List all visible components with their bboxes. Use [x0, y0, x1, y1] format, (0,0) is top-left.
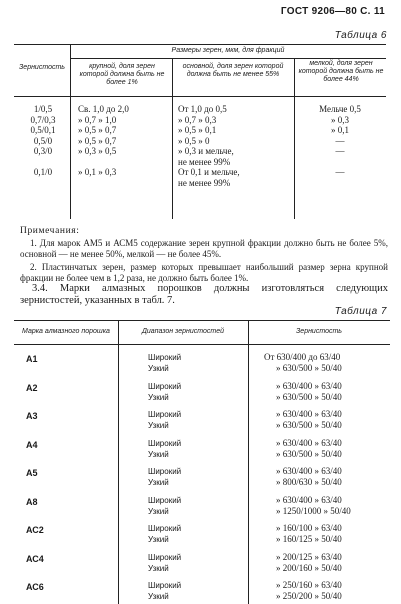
note-1-text: 1. Для марок АМ5 и АСМ5 содержание зерен крупной фракции должно быть не более 5%, основной — не менее 50%, мелкой — не более 45%.: [20, 238, 388, 259]
table6-grit-cell: 0,3/0: [33, 146, 53, 156]
table7-header-rule: [14, 344, 390, 345]
note-2: [20, 262, 388, 284]
table6-coarse-cell: » 0,5 » 0,7: [78, 135, 117, 146]
range-narrow: Узкий: [148, 478, 169, 487]
grit-narrow: » 200/160 » 50/40: [276, 562, 342, 573]
grit-wide: » 630/400 » 63/40: [276, 466, 342, 476]
table6-coarse-cell: Св. 1,0 до 2,0: [78, 104, 129, 114]
note-1: [20, 238, 388, 260]
range-wide: Широкий: [148, 467, 182, 476]
grit-narrow: » 630/500 » 50/40: [276, 391, 342, 402]
range-narrow: Узкий: [148, 563, 169, 573]
table6-header-grit: Зернистость: [19, 64, 65, 71]
table6-fine-cell: —: [335, 146, 345, 156]
range-narrow: Узкий: [148, 506, 169, 516]
grit-narrow: » 250/200 » 50/40: [276, 591, 342, 601]
grit-wide: » 630/400 » 63/40: [276, 409, 342, 419]
table6-main-cell: » 0,3 и мельче,: [178, 146, 234, 156]
table6-main-cell: » 0,5 » 0,1: [178, 125, 217, 135]
table6-main-cell: » 0,7 » 0,3: [178, 114, 217, 125]
grade-label: А1: [26, 354, 38, 364]
table6-coarse-cell: » 0,1 » 0,3: [78, 167, 117, 177]
table6-fine-cell: » 0,1: [331, 125, 349, 135]
table7-caption: Таблица 7: [334, 306, 387, 317]
range-wide: Широкий: [148, 438, 182, 448]
table6-main-cell: не менее 99%: [178, 156, 231, 167]
table6-divider-1: [70, 44, 71, 219]
table6-grit-cell: 1/0,5: [33, 104, 53, 114]
grit-narrow: » 1250/1000 » 50/40: [276, 505, 351, 516]
table6-coarse-cell: » 0,7 » 1,0: [78, 114, 117, 125]
grade-label: АС2: [26, 525, 44, 535]
grit-wide: » 160/100 » 63/40: [276, 523, 342, 533]
table6-fine-cell: Мельче 0,5: [319, 104, 361, 114]
range-wide: Широкий: [148, 410, 182, 419]
table6-coarse-cell: » 0,3 » 0,5: [78, 146, 117, 156]
range-narrow: Узкий: [148, 364, 169, 373]
table6-coarse-cell: » 0,5 » 0,7: [78, 125, 117, 135]
notes-title: Примечания:: [20, 226, 80, 236]
grade-label: АС6: [26, 582, 44, 592]
grit-wide: » 250/160 » 63/40: [276, 580, 342, 590]
table6-main-cell: не менее 99%: [178, 177, 231, 188]
table6-fine-cell: —: [335, 135, 345, 146]
page-header: ГОСТ 9206—80 С. 11: [280, 6, 385, 17]
table7-header-grade: Марка алмазного порошка: [22, 328, 110, 335]
grade-label: А8: [26, 496, 38, 507]
table-7: [14, 320, 390, 604]
table7-top-rule: [14, 320, 390, 321]
range-wide: Широкий: [148, 581, 182, 590]
table6-grit-cell: 0,1/0: [33, 167, 53, 177]
table6-grit-cell: 0,5/0: [33, 135, 53, 146]
grit-wide: » 630/400 » 63/40: [276, 380, 342, 391]
table6-header-coarse: крупной, доля зерен которой должна быть не более 1%: [79, 63, 165, 86]
range-wide: Широкий: [148, 524, 182, 533]
range-narrow: Узкий: [148, 392, 169, 402]
grit-wide: От 630/400 до 63/40: [264, 352, 341, 362]
grit-narrow: » 630/500 » 50/40: [276, 448, 342, 459]
range-wide: Широкий: [148, 495, 182, 505]
table6-grit-cell: 0,5/0,1: [30, 125, 56, 135]
grit-narrow: » 800/630 » 50/40: [276, 477, 342, 487]
range-wide: Широкий: [148, 381, 182, 391]
note-2-text: 2. Пластинчатых зерен, размер которых превышает наибольший размер зерна крупной фракции не более чем в 1,2 раза, не должно быть более 1%.: [20, 262, 388, 283]
grade-label: А4: [26, 439, 38, 450]
grade-label: А2: [26, 382, 38, 393]
table7-header-range: Диапазон зернистостей: [141, 328, 225, 335]
grade-label: А5: [26, 468, 38, 478]
table6-header-fine: мелкой, доля зерен которой должна быть не более 44%: [298, 60, 384, 83]
range-narrow: Узкий: [148, 592, 169, 601]
range-wide: Широкий: [148, 552, 182, 562]
grade-label: А3: [26, 411, 38, 421]
table6-header-main: основной, доля зерен которой должна быть не менее 55%: [182, 63, 284, 78]
table-6: [14, 44, 386, 219]
grit-wide: » 630/400 » 63/40: [276, 437, 342, 448]
table6-grit-cell: 0,7/0,3: [30, 114, 56, 125]
range-narrow: Узкий: [148, 535, 169, 544]
range-narrow: Узкий: [148, 421, 169, 430]
table6-main-cell: От 0,1 и мельче,: [178, 167, 240, 177]
grit-narrow: » 160/125 » 50/40: [276, 534, 342, 544]
table6-divider-2: [172, 58, 173, 219]
range-narrow: Узкий: [148, 449, 169, 459]
range-wide: Широкий: [148, 353, 182, 362]
table6-divider-3: [294, 58, 295, 219]
table6-fine-cell: » 0,3: [331, 114, 349, 125]
table6-main-cell: От 1,0 до 0,5: [178, 104, 227, 114]
grit-wide: » 630/400 » 63/40: [276, 494, 342, 505]
table6-caption: Таблица 6: [334, 30, 387, 41]
grade-label: АС4: [26, 553, 44, 564]
table6-fine-cell: —: [335, 167, 345, 177]
table6-subheader-rule: [70, 58, 386, 59]
table7-header-grit: Зернистость: [296, 328, 342, 335]
grit-wide: » 200/125 » 63/40: [276, 551, 342, 562]
paragraph-3-4: 3.4. Марки алмазных порошков должны изготовляться следующих зернистостей, указанных в табл. 7.: [20, 283, 388, 306]
table6-main-cell: » 0,5 » 0: [178, 135, 210, 146]
table7-divider-1: [118, 320, 119, 604]
grit-narrow: » 630/500 » 50/40: [276, 420, 342, 430]
table7-divider-2: [248, 320, 249, 604]
grit-narrow: » 630/500 » 50/40: [276, 363, 342, 373]
table6-header-sizes: Размеры зерен, мкм, для фракций: [171, 47, 285, 54]
